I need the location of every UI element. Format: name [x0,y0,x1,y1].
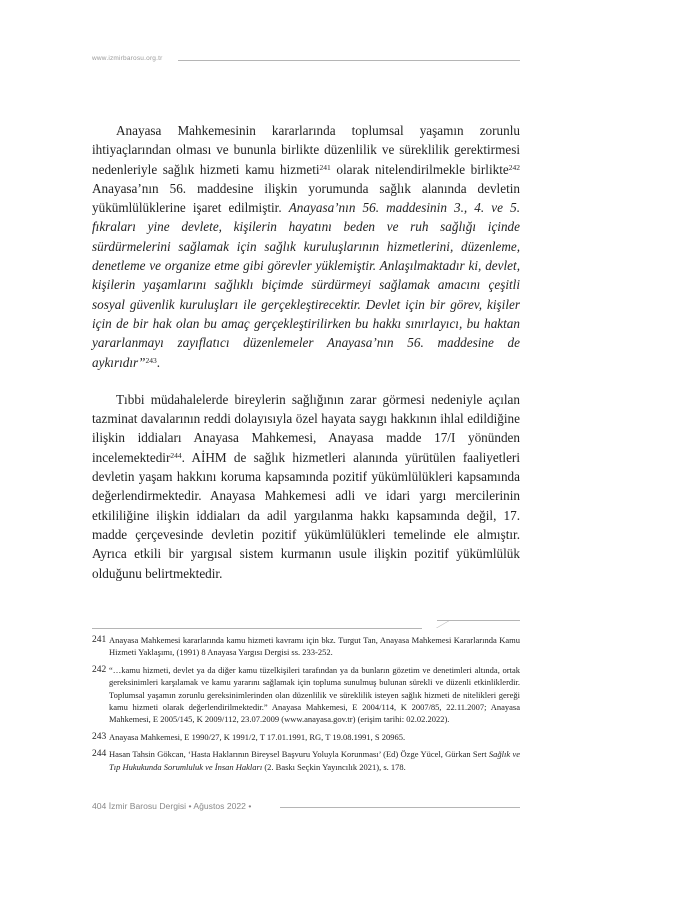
body-text [92,121,520,583]
footnote-ref-243: 243 [145,355,157,365]
footnote-ref-241: 241 [319,162,331,172]
footnote-separator [92,620,520,630]
footnotes [92,634,520,778]
footer-text: 404 İzmir Barosu Dergisi • Ağustos 2022 • [92,801,252,811]
page-header [92,55,520,67]
footnote-243: 243 Anayasa Mahkemesi, E 1990/27, K 1991/2, T 17.01.1991, RG, T 19.08.1991, S 20965. [92,731,406,742]
court-quote: Anayasa’nın 56. maddesinin 3., 4. ve 5. fıkraları yine devlete, kişilerin hayatını beden ve ruh sağlığı içinde sürdürmelerini sağlamak için sağlık kuruluşlarının hizmetlerini, düzenleme, denetleme ve organize etme gibi görevler yüklemiştir. Anlaşılmaktadır ki, devlet, kişilerin yaşamlarını sağlıklı biçimde sürdürmeyi sağlamak amacını çeşitli sosyal güvenlik kuruluşları ile gerçekleştirecektir. Devlet için bir görev, kişiler için de bir hak olan bu amaç gerçekleştirilirken bu hakkı sınırlayıcı, bu haktan yararlanmayı zayıflatıcı düzenlemeler Anayasa’nın 56. maddesine de aykırıdır” [92,200,520,370]
header-rule [178,60,520,61]
footnote-242: 242 “…kamu hizmeti, devlet ya da diğer kamu tüzelkişileri tarafından ya da bunların gözetim ve denetimleri altında, ortak gereksinimleri karşılamak ve kamu yararını sağlamak için topluma sunulmuş bulunan sürekli ve düzenli etkinliklerdir. Toplumsal yaşamın zorunlu gereksinimlerinden olan düzenlilik ve süreklilik isteyen sağlık hizmeti de nitelikleri gereği kamu hizmeti olarak değerlendirilmektedir.” Anayasa Mahkemesi, E 2004/114, K 2007/85, 22.11.2007; Anayasa Mahkemesi, E 2005/145, K 2009/112, 23.07.2009 (www.anayasa.gov.tr) (erişim tarihi: 02.02.2022). [92,664,520,725]
footnote-ref-242: 242 [508,162,520,172]
footnote-ref-244: 244 [170,450,182,460]
footnote-244: 244 Hasan Tahsin Gökcan, ‘Hasta Haklarının Bireysel Başvuru Yoluyla Korunması’ (Ed) Özge Yücel, Gürkan Sert Sağlık ve Tıp Hukukunda Sorumluluk ve İnsan Hakları (2. Baskı Seçkin Yayıncılık 2021), s. 178. [92,749,520,772]
paragraph-1: Anayasa Mahkemesinin kararlarında toplumsal yaşamın zorunlu ihtiyaçlarından olması ve bununla birlikte düzenlilik ve süreklilik gerektirmesi nedenleriyle sağlık hizmeti kamu hizmeti$^{241}$ olarak nitelendirilmekle birlikte$^{242}$ Anayasa’nın 56. maddesine ilişkin yorumunda sağlık alanında devletin yükümlülüklerine işaret edilmiştir. Anayasa’nın 56. maddesinin 3., 4. ve 5. fıkraları yine devlete, kişilerin hayatını beden ve ruh sağlığı içinde sürdürmelerini sağlamak için sağlık kuruluşlarının hizmetlerini, düzenleme, denetleme ve organize etme gibi görevler yüklemiştir. Anlaşılmaktadır ki, devlet, kişilerin yaşamlarını sağlıklı biçimde sürdürmeyi sağlamak amacını çeşitli sosyal güvenlik kuruluşları ile gerçekleştirecektir. Devlet için bir görev, kişiler için de bir hak olan bu amaç gerçekleştirilirken bu hakkı sınırlayıcı, bu haktan yararlanmayı zayıflatıcı düzenlemeler Anayasa’nın 56. maddesine de aykırıdır”$^{243}$. [92,123,520,370]
page-footer [92,801,520,813]
paragraph-2: Tıbbi müdahalelerde bireylerin sağlığının zarar görmesi nedeniyle açılan tazminat davalarının reddi dolayısıyla özel hayata saygı hakkının ihlal edildiğine ilişkin iddiaları Anayasa Mahkemesi, Anayasa madde 17/I yönünden incelemektedir$^{244}$. AİHM de sağlık hizmetleri alanında yürütülen faaliyetleri devletin yaşam hakkını koruma kapsamında pozitif yükümlülükleri kapsamında değerlendirmektedir. Anayasa Mahkemesi adli ve idari yargı mercilerinin etkililiğine ilişkin iddiaları da adil yargılanma hakkı kapsamında değil, 17. madde çerçevesinde devletin pozitif yükümlülükleri temelinde ele almıştır. Ayrıca etkili bir yargısal sistem kurmanın usule ilişkin pozitif yükümlülük olduğunu belirtmektedir. [92,391,520,581]
header-url: www.izmirbarosu.org.tr [92,55,163,62]
footnote-241: 241 Anayasa Mahkemesi kararlarında kamu hizmeti kavramı için bkz. Turgut Tan, Anayasa Mahkemesi Kararlarında Kamu Hizmeti Yaklaşımı, (1991) 8 Anayasa Yargısı Dergisi ss. 233-252. [92,635,520,658]
footer-rule [280,807,520,808]
